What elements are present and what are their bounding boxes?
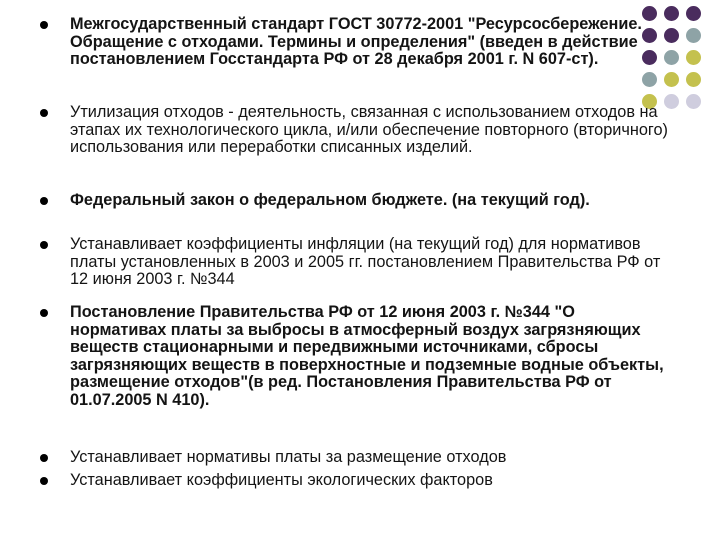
bullet-dot-icon (40, 309, 48, 317)
bullet-item (0, 236, 670, 289)
bullet-text: Устанавливает коэффициенты инфляции (на текущий год) для нормативов платы установленных в 2003 и 2005 гг. постановлением Правительства РФ от 12 июня 2003 г. №344 (70, 235, 661, 289)
bullet-text: Устанавливает нормативы платы за размещение отходов (70, 448, 507, 466)
bullet-item (0, 16, 670, 69)
bullet-item (0, 472, 670, 490)
bullet-dot-icon (40, 109, 48, 117)
bullet-text: Федеральный закон о федеральном бюджете. (на текущий год). (70, 191, 590, 209)
bullet-dot-icon (40, 21, 48, 29)
bullet-item (0, 192, 670, 210)
bullet-item (0, 104, 670, 157)
bullet-dot-icon (40, 241, 48, 249)
bullet-text: Межгосударственный стандарт ГОСТ 30772-2001 "Ресурсосбережение. Обращение с отходами. Термины и определения" (введен в действие постановлением Госстандарта РФ от 28 декабря 2001 г. N 607-ст). (70, 15, 642, 69)
bullet-item (0, 304, 670, 410)
bullet-text: Устанавливает коэффициенты экологических факторов (70, 471, 493, 489)
bullet-item (0, 449, 670, 467)
bullet-text: Утилизация отходов - деятельность, связанная с использованием отходов на этапах их технологического цикла, и/или обеспечение повторного (вторичного) использования или переработки списанных изделий. (70, 103, 668, 157)
bullet-dot-icon (40, 477, 48, 485)
bullet-dot-icon (40, 454, 48, 462)
bullet-text: Постановление Правительства РФ от 12 июня 2003 г. №344 "О нормативах платы за выбросы в атмосферный воздух загрязняющих веществ стационарными и передвижными источниками, сбросы загрязняющих веществ в поверхностные и подземные водные объекты, размещение отходов"(в ред. Постановления Правительства РФ от 01.07.2005 N 410). (70, 303, 664, 409)
bullet-dot-icon (40, 197, 48, 205)
